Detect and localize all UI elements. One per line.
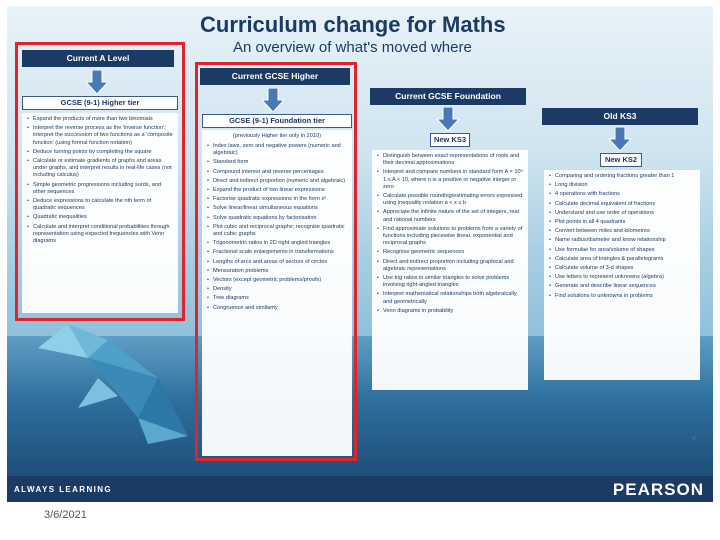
list-item: • Use formulae for area/volume of shapes: [548, 247, 696, 254]
list-item: • Fractional scale enlargements in transformations: [206, 249, 348, 256]
list-item: • Venn diagrams in probability: [376, 308, 524, 315]
list-item: • Deduce expressions to calculate the nth term of quadratic sequences: [26, 198, 174, 212]
footer-bar: [7, 476, 713, 502]
list-item: • Factorise quadratic expressions in the form x²: [206, 196, 348, 203]
list-item: • Tree diagrams: [206, 295, 348, 302]
list-item: • Recognise geometric sequences: [376, 249, 524, 256]
list-item: • Convert between miles and kilometres: [548, 228, 696, 235]
list-item: • Understand and use order of operations: [548, 210, 696, 217]
list-item: • Interpret the reverse process as the 'inverse function'; interpret the succession of two functions as a 'composite function' (using formal function notation): [26, 125, 174, 147]
column-subhead-new-ks2: New KS2: [600, 153, 642, 167]
list-item: • Vectors (except geometric problems/proofs): [206, 277, 348, 284]
list-item: • Find solutions to unknowns in problems: [548, 293, 696, 300]
list-item: • Standard form: [206, 159, 348, 166]
column-subhead-gcse-higher-tier: GCSE (9-1) Higher tier: [22, 96, 178, 110]
list-item: • Comparing and ordering fractions greater than 1: [548, 173, 696, 180]
highlight-box-a-level: [15, 42, 185, 321]
list-gcse-foundation: [376, 153, 524, 315]
slide-date: 3/6/2021: [44, 509, 87, 521]
list-item: • Expand the products of more than two binomials: [26, 116, 174, 123]
list-item: • Use letters to represent unknowns (algebra): [548, 274, 696, 281]
down-arrow-icon: [437, 107, 459, 131]
list-item: • Direct and indirect proportion including graphical and algebraic representations: [376, 259, 524, 273]
list-item: • Calculate or estimate gradients of graphs and areas under graphs, and interpret results in real-life cases (not including calculus): [26, 158, 174, 180]
list-item: • Quadratic inequalities: [26, 214, 174, 221]
list-item: • Plot points in all 4 quadrants: [548, 219, 696, 226]
list-item: • Calculate and interpret conditional probabilities through representation using expected frequencies with Venn diagrams: [26, 224, 174, 246]
list-item: • Interpret mathematical relationships both algebraically and geometrically: [376, 291, 524, 305]
list-old-ks3: [548, 173, 696, 300]
list-item: • Distinguish between exact representations of roots and their decimal approximations: [376, 153, 524, 167]
panel-note: (previously Higher tier only in 2010): [233, 133, 321, 139]
list-item: • Appreciate the infinite nature of the set of integers, real and rational numbers: [376, 209, 524, 223]
origami-dolphin-image: [28, 318, 198, 448]
column-subhead-new-ks3: New KS3: [430, 133, 470, 147]
page-subtitle: An overview of what's moved where: [233, 39, 472, 56]
list-item: • Mensuration problems: [206, 268, 348, 275]
list-item: • Solve quadratic equations by factorisation: [206, 215, 348, 222]
list-item: • Name radius/diameter and know relationship: [548, 237, 696, 244]
copyright-text: © ...: [692, 430, 698, 440]
list-item: • Long division: [548, 182, 696, 189]
panel-gcse-foundation: [372, 150, 528, 390]
list-item: • Expand the product of two linear expressions: [206, 187, 348, 194]
page-title: Curriculum change for Maths: [200, 12, 506, 37]
list-item: • Direct and indirect proportion (numeric and algebraic): [206, 178, 348, 185]
list-item: • Calculate possible rounding/estimating errors expressed using inequality notation a < x ≤ b: [376, 193, 524, 207]
list-item: • Index laws, zero and negative powers (numeric and algebraic): [206, 143, 348, 157]
column-header-gcse-foundation: Current GCSE Foundation: [370, 88, 526, 105]
list-item: • Find approximate solutions to problems from a variety of functions including piecewise linear, exponential and reciprocal graphs: [376, 226, 524, 248]
list-item: • Plot cubic and reciprocal graphs; recognise quadratic and cubic graphs: [206, 224, 348, 238]
list-item: • 4 operations with fractions: [548, 191, 696, 198]
list-item: • Congruence and similarity: [206, 305, 348, 312]
list-item: • Calculate area of triangles & parallelograms: [548, 256, 696, 263]
footer-tagline: ALWAYS LEARNING: [14, 485, 113, 494]
list-item: • Trigonometric ratios in 2D right angled triangles: [206, 240, 348, 247]
column-header-gcse-higher: Current GCSE Higher: [200, 68, 350, 85]
list-item: • Generate and describe linear sequences: [548, 283, 696, 290]
column-header-a-level: Current A Level: [22, 50, 174, 67]
list-item: • Lengths of arcs and areas of sectors of circles: [206, 259, 348, 266]
column-header-old-ks3: Old KS3: [542, 108, 698, 125]
list-item: • Solve linear/linear simultaneous equations: [206, 205, 348, 212]
list-item: • Interpret and compare numbers in standard form A × 10ⁿ 1 ≤ A < 10, where n is a positive or negative integer or zero: [376, 169, 524, 191]
list-item: • Simple geometric progressions including surds, and other sequences: [26, 182, 174, 196]
list-item: • Use trig ratios in similar triangles to solve problems involving right-angled triangles: [376, 275, 524, 289]
list-item: • Calculate volume of 3-d shapes: [548, 265, 696, 272]
list-item: • Deduce turning points by completing the square: [26, 149, 174, 156]
pearson-logo: PEARSON: [612, 480, 704, 499]
list-item: • Compound interest and reverse percentages: [206, 169, 348, 176]
highlight-box-gcse-higher: [195, 62, 357, 461]
panel-old-ks3: [544, 170, 700, 380]
list-item: • Calculate decimal equivalent of fractions: [548, 201, 696, 208]
list-item: • Density: [206, 286, 348, 293]
down-arrow-icon: [609, 127, 631, 151]
column-subhead-gcse-foundation-tier: GCSE (9-1) Foundation tier: [202, 114, 352, 128]
